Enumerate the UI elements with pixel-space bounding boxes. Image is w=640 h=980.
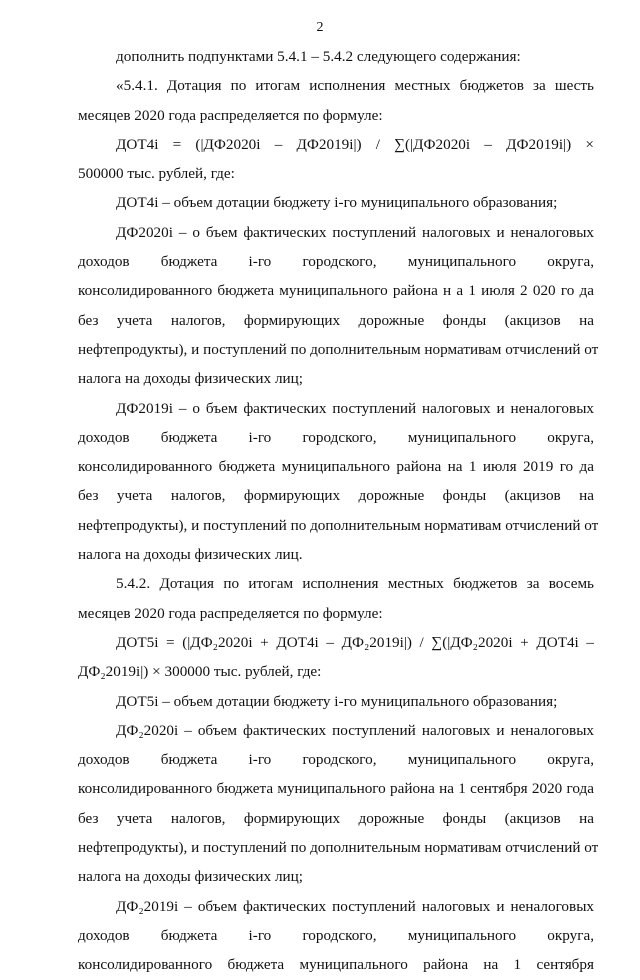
text-line: нефтепродукты), и поступлений по дополнительным нормативам отчислений от xyxy=(78,839,599,857)
text-line: без учета налогов, формирующих дорожные фонды (акцизов на xyxy=(78,809,594,827)
text-line: консолидированного бюджета муниципального района н а 1 июля 2 020 го да xyxy=(78,282,594,300)
document-body xyxy=(78,42,599,980)
text-line: «5.4.1. Дотация по итогам исполнения местных бюджетов за шесть xyxy=(116,77,594,95)
text-line: ДФ₂2019i – объем фактических поступлений налоговых и неналоговых xyxy=(116,897,594,915)
text-line: ДФ₂2020i – объем фактических поступлений налоговых и неналоговых xyxy=(116,721,594,739)
text-line: без учета налогов, формирующих дорожные фонды (акцизов на xyxy=(78,487,594,505)
text-line: доходов бюджета i-го городского, муниципального округа, xyxy=(78,926,594,944)
text-line: нефтепродукты), и поступлений по дополнительным нормативам отчислений от xyxy=(78,340,599,358)
text-line: доходов бюджета i-го городского, муниципального округа, xyxy=(78,751,594,769)
text-line: ДФ₂2019i|) × 300000 тыс. рублей, где: xyxy=(78,663,322,681)
text-line: ДОТ4i = (|ДФ2020i – ДФ2019i|) / ∑(|ДФ2020i – ДФ2019i|) × xyxy=(116,135,594,153)
text-line: консолидированного бюджета муниципального района на 1 сентября xyxy=(78,956,594,974)
text-line: ДОТ5i = (|ДФ₂2020i + ДОТ4i – ДФ₂2019i|) / ∑(|ДФ₂2020i + ДОТ4i – xyxy=(116,633,594,651)
text-line: ДФ2019i – о бъем фактических поступлений налоговых и неналоговых xyxy=(116,399,594,417)
text-line: налога на доходы физических лиц; xyxy=(78,370,303,388)
text-line: ДОТ4i – объем дотации бюджету i-го муниципального образования; xyxy=(116,194,558,212)
text-line: консолидированного бюджета муниципального района на 1 июля 2019 го да xyxy=(78,458,594,476)
text-line: 500000 тыс. рублей, где: xyxy=(78,165,235,183)
text-line: без учета налогов, формирующих дорожные фонды (акцизов на xyxy=(78,311,594,329)
text-line: ДФ2020i – о бъем фактических поступлений налоговых и неналоговых xyxy=(116,223,594,241)
text-line: ДОТ5i – объем дотации бюджету i-го муниципального образования; xyxy=(116,692,558,710)
page-number: 2 xyxy=(316,20,324,35)
text-line: доходов бюджета i-го городского, муниципального округа, xyxy=(78,428,594,446)
text-line: месяцев 2020 года распределяется по формуле: xyxy=(78,106,383,124)
text-line: налога на доходы физических лиц. xyxy=(78,546,303,564)
text-line: доходов бюджета i-го городского, муниципального округа, xyxy=(78,253,594,271)
text-line: консолидированного бюджета муниципального района на 1 сентября 2020 года xyxy=(78,780,594,798)
text-line: дополнить подпунктами 5.4.1 – 5.4.2 следующего содержания: xyxy=(116,48,521,65)
text-line: налога на доходы физических лиц; xyxy=(78,868,303,886)
text-line: месяцев 2020 года распределяется по формуле: xyxy=(78,604,383,622)
text-line: 5.4.2. Дотация по итогам исполнения местных бюджетов за восемь xyxy=(116,575,594,593)
text-line: нефтепродукты), и поступлений по дополнительным нормативам отчислений от xyxy=(78,516,599,534)
